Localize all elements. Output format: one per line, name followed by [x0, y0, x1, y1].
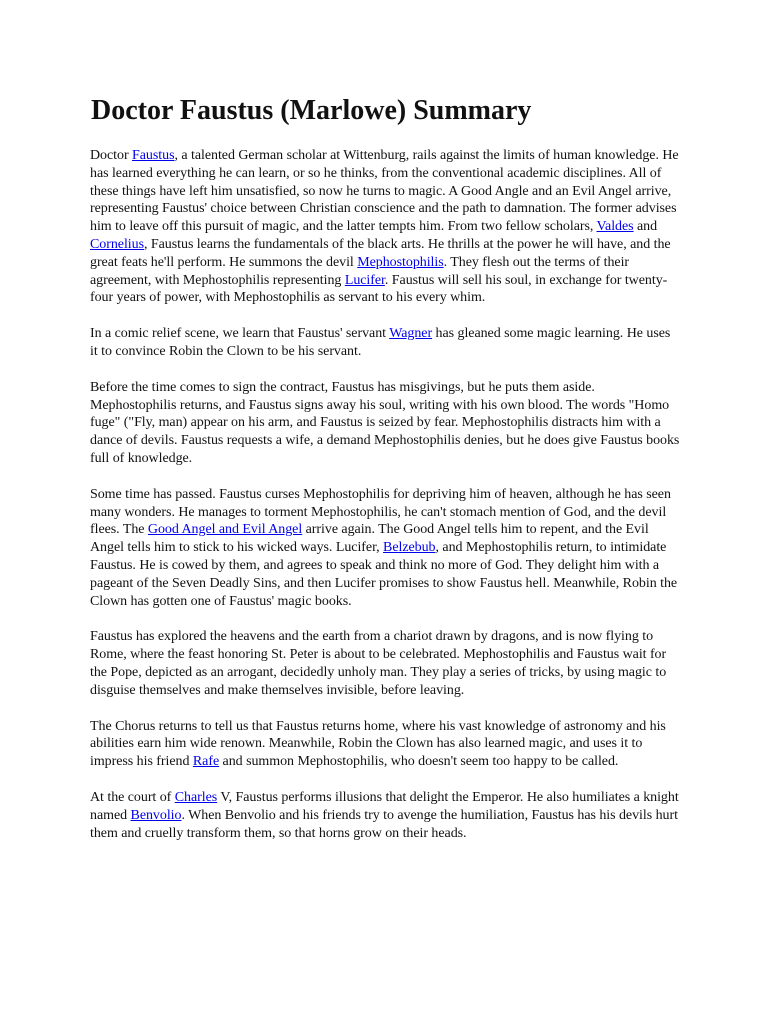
summary-paragraph [90, 486, 680, 611]
character-link-faustus[interactable]: Faustus [132, 148, 175, 163]
summary-paragraph [90, 325, 680, 361]
paragraph-text: Some time has passed. Faustus curses Mephostophilis for depriving him of heaven, although he has seen many wonders. He manages to torment Mephostophilis, he can't stomach mention of God, and the devil flees. The [90, 486, 671, 538]
summary-body [90, 147, 680, 860]
character-link-good-angel-and-evil-angel[interactable]: Good Angel and Evil Angel [147, 522, 303, 538]
paragraph-text: The Chorus returns to tell us that Faustus returns home, where his vast knowledge of astronomy and his abilities earn him wide renown. Meanwhile, Robin the Clown has also learned magic, and uses it to impress his friend [90, 718, 666, 770]
paragraph-text: arrive again. The Good Angel tells him to repent, and the Evil Angel tells him to stick to his wicked ways. Lucifer, [90, 522, 649, 556]
character-link-benvolio[interactable]: Benvolio [130, 807, 182, 823]
paragraph-text: , Faustus learns the fundamentals of the black arts. He thrills at the power he will have, and the great feats he'll perform. He summons the devil [90, 236, 671, 270]
paragraph-text: In a comic relief scene, we learn that Faustus' servant [90, 326, 390, 342]
paragraph-text: has gleaned some magic learning. He uses it to convince Robin the Clown to be his servant. [90, 326, 671, 359]
page-title: Doctor Faustus (Marlowe) Summary [91, 95, 532, 126]
character-link-lucifer[interactable]: Lucifer [344, 272, 385, 288]
summary-paragraph [90, 789, 680, 842]
paragraph-text: Before the time comes to sign the contract, Faustus has misgivings, but he puts them aside. Mephostophilis returns, and Faustus signs away his soul, writing with his own blood. The words "Homo fuge" ("Fly, man) appear on his arm, and Faustus is seized by fear. Mephostophilis distracts him with a dance of devils. Faustus requests a wife, a demand Mephostophilis denies, but he does give Faustus books full of knowledge. [90, 379, 680, 466]
paragraph-text: Doctor [90, 148, 133, 163]
paragraph-text: V, Faustus performs illusions that delight the Emperor. He also humiliates a knight named [90, 789, 679, 823]
paragraph-text: . Faustus will sell his soul, in exchange for twenty-four years of power, with Mephostophilis as servant to his every whim. [90, 272, 668, 306]
paragraph-text: , a talented German scholar at Wittenburg, rails against the limits of human knowledge. He has learned everything he can learn, or so he thinks, from the conventional academic disciplines. All of these things have left him unsatisfied, so now he turns to magic. A Good Angle and an Evil Angel arrive, representing Faustus' choice between Christian conscience and the path to damnation. The former advises him to leave off this pursuit of magic, and the latter tempts him. From two fellow scholars, [90, 148, 679, 235]
paragraph-text: . They flesh out the terms of their agreement, with Mephostophilis representing [90, 254, 630, 288]
paragraph-text: Faustus has explored the heavens and the earth from a chariot drawn by dragons, and is now flying to Rome, where the feast honoring St. Peter is about to be celebrated. Mephostophilis and Faustus wait for the Pope, depicted as an arrogant, decidedly unholy man. They play a series of tricks, by using magic to disguise themselves and make themselves invisible, before leaving. [90, 629, 667, 698]
paragraph-text: and summon Mephostophilis, who doesn't seem too happy to be called. [219, 754, 619, 770]
character-link-belzebub[interactable]: Belzebub [383, 540, 436, 556]
summary-paragraph [90, 628, 680, 699]
paragraph-text: At the court of [90, 789, 175, 805]
character-link-mephostophilis[interactable]: Mephostophilis [357, 254, 444, 270]
paragraph-text: , and Mephostophilis return, to intimidate Faustus. He is cowed by them, and agrees to speak and think no more of God. They delight him with a pageant of the Seven Deadly Sins, and then Lucifer promises to show Faustus hell. Meanwhile, Robin the Clown has gotten one of Faustus' magic books. [90, 540, 678, 609]
summary-paragraph [90, 718, 680, 771]
paragraph-text: and [633, 219, 658, 235]
paragraph-text: . When Benvolio and his friends try to avenge the humiliation, Faustus has his devils hurt them and cruelly transform them, so that horns grow on their heads. [90, 807, 678, 841]
summary-paragraph [90, 147, 680, 307]
character-link-cornelius[interactable]: Cornelius [90, 236, 144, 252]
character-link-charles[interactable]: Charles [174, 789, 218, 805]
character-link-valdes[interactable]: Valdes [596, 219, 634, 235]
character-link-rafe[interactable]: Rafe [192, 754, 220, 770]
summary-paragraph [90, 379, 680, 468]
character-link-wagner[interactable]: Wagner [389, 326, 433, 342]
